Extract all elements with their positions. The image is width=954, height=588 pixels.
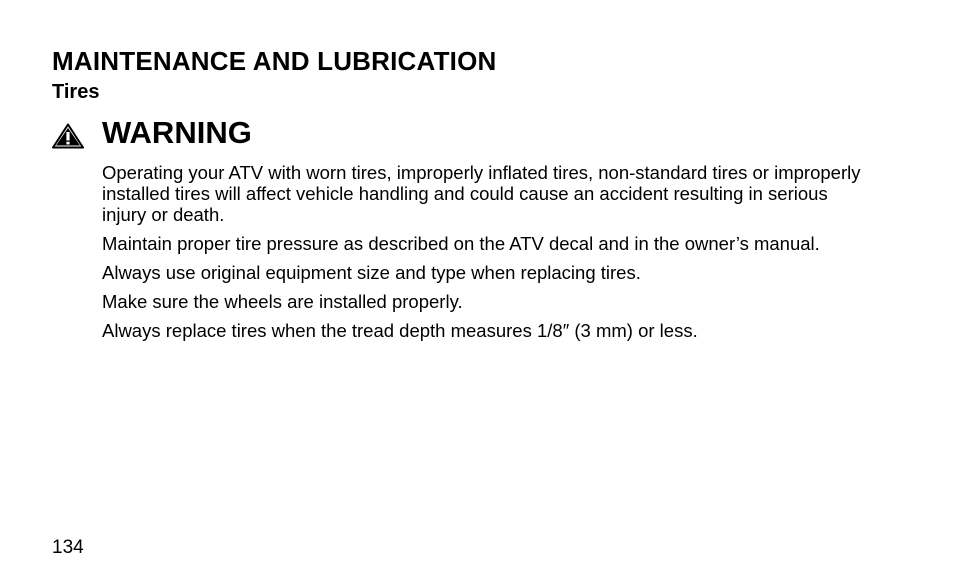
section-title: MAINTENANCE AND LUBRICATION (52, 46, 497, 76)
warning-paragraph: Always use original equipment size and type when replacing tires. (102, 262, 641, 283)
subsection-title: Tires (52, 81, 100, 103)
warning-header (52, 115, 252, 154)
warning-triangle-icon (52, 123, 84, 149)
warning-paragraph: Make sure the wheels are installed properly. (102, 291, 463, 312)
warning-body (102, 162, 862, 349)
page-number: 134 (52, 537, 84, 558)
warning-paragraph: Operating your ATV with worn tires, improperly inflated tires, non-standard tires or improperly installed tires will affect vehicle handling and could cause an accident resulting in serious injury or death. (102, 162, 861, 225)
warning-paragraph: Maintain proper tire pressure as described on the ATV decal and in the owner’s manual. (102, 233, 820, 254)
warning-heading: WARNING (102, 115, 252, 150)
warning-paragraph: Always replace tires when the tread depth measures 1/8″ (3 mm) or less. (102, 320, 698, 341)
